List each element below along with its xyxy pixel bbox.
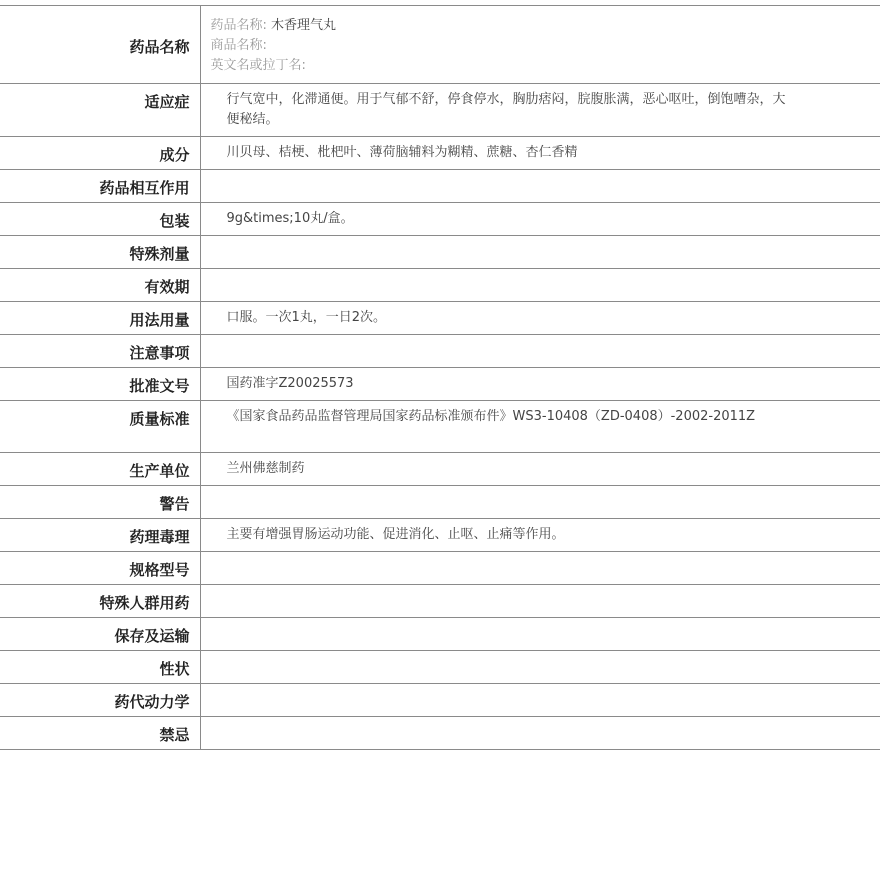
row-usage-dosage [0,302,880,335]
row-label: 质量标准 [0,401,200,453]
row-label: 警告 [0,486,200,519]
row-value: 9g&times;10丸/盒。 [200,203,880,236]
row-value [200,170,880,203]
row-value: 兰州佛慈制药 [200,453,880,486]
english-name-line [211,56,880,76]
row-value [200,585,880,618]
row-label: 有效期 [0,269,200,302]
row-value: 主要有增强胃肠运动功能、促进消化、止呕、止痛等作用。 [200,519,880,552]
trade-name-key: 商品名称: [210,38,267,53]
row-contraindications [0,717,880,750]
row-drug-name [0,6,880,84]
generic-name-key: 药品名称: [210,18,267,33]
row-value [200,486,880,519]
row-indications [0,84,880,137]
row-value [200,684,880,717]
english-name-key: 英文名或拉丁名: [210,58,306,73]
row-warning [0,486,880,519]
row-value [200,269,880,302]
drug-name-values [200,6,880,84]
row-label: 生产单位 [0,453,200,486]
row-appearance [0,651,880,684]
row-label: 禁忌 [0,717,200,750]
row-label: 适应症 [0,84,200,137]
row-pharmacokinetics [0,684,880,717]
row-label: 成分 [0,137,200,170]
row-manufacturer [0,453,880,486]
row-value [200,651,880,684]
row-quality-standard [0,401,880,453]
row-pharmacology [0,519,880,552]
drug-info-table [0,5,880,750]
row-value: 口服。一次1丸，一日2次。 [200,302,880,335]
row-shelf-life [0,269,880,302]
row-label: 药品相互作用 [0,170,200,203]
row-value [200,618,880,651]
row-label: 保存及运输 [0,618,200,651]
row-special-dosage [0,236,880,269]
generic-name-value: 木香理气丸 [271,18,337,33]
row-ingredients [0,137,880,170]
row-label: 注意事项 [0,335,200,368]
row-precautions [0,335,880,368]
row-storage-transport [0,618,880,651]
row-label: 特殊剂量 [0,236,200,269]
row-approval-number [0,368,880,401]
row-specification [0,552,880,585]
row-label: 规格型号 [0,552,200,585]
row-value: 《国家食品药品监督管理局国家药品标准颁布件》WS3-10408（ZD-0408）-2002-2011Z [200,401,880,453]
row-label: 药理毒理 [0,519,200,552]
row-value [200,335,880,368]
row-special-populations [0,585,880,618]
row-value: 国药准字Z20025573 [200,368,880,401]
row-label: 包装 [0,203,200,236]
row-label: 药代动力学 [0,684,200,717]
row-interactions [0,170,880,203]
row-label: 特殊人群用药 [0,585,200,618]
row-label: 批准文号 [0,368,200,401]
row-label: 用法用量 [0,302,200,335]
row-value [200,236,880,269]
row-value [200,552,880,585]
generic-name-line [211,16,880,36]
row-packaging [0,203,880,236]
row-value: 川贝母、桔梗、枇杷叶、薄荷脑辅料为糊精、蔗糖、杏仁香精 [200,137,880,170]
row-label: 药品名称 [0,6,200,84]
row-value [200,717,880,750]
trade-name-line [211,36,880,56]
row-label: 性状 [0,651,200,684]
row-value: 行气宽中，化滞通便。用于气郁不舒，停食停水，胸肋痞闷，脘腹胀满，恶心呕吐，倒饱嘈杂，大便秘结。 [200,84,880,137]
